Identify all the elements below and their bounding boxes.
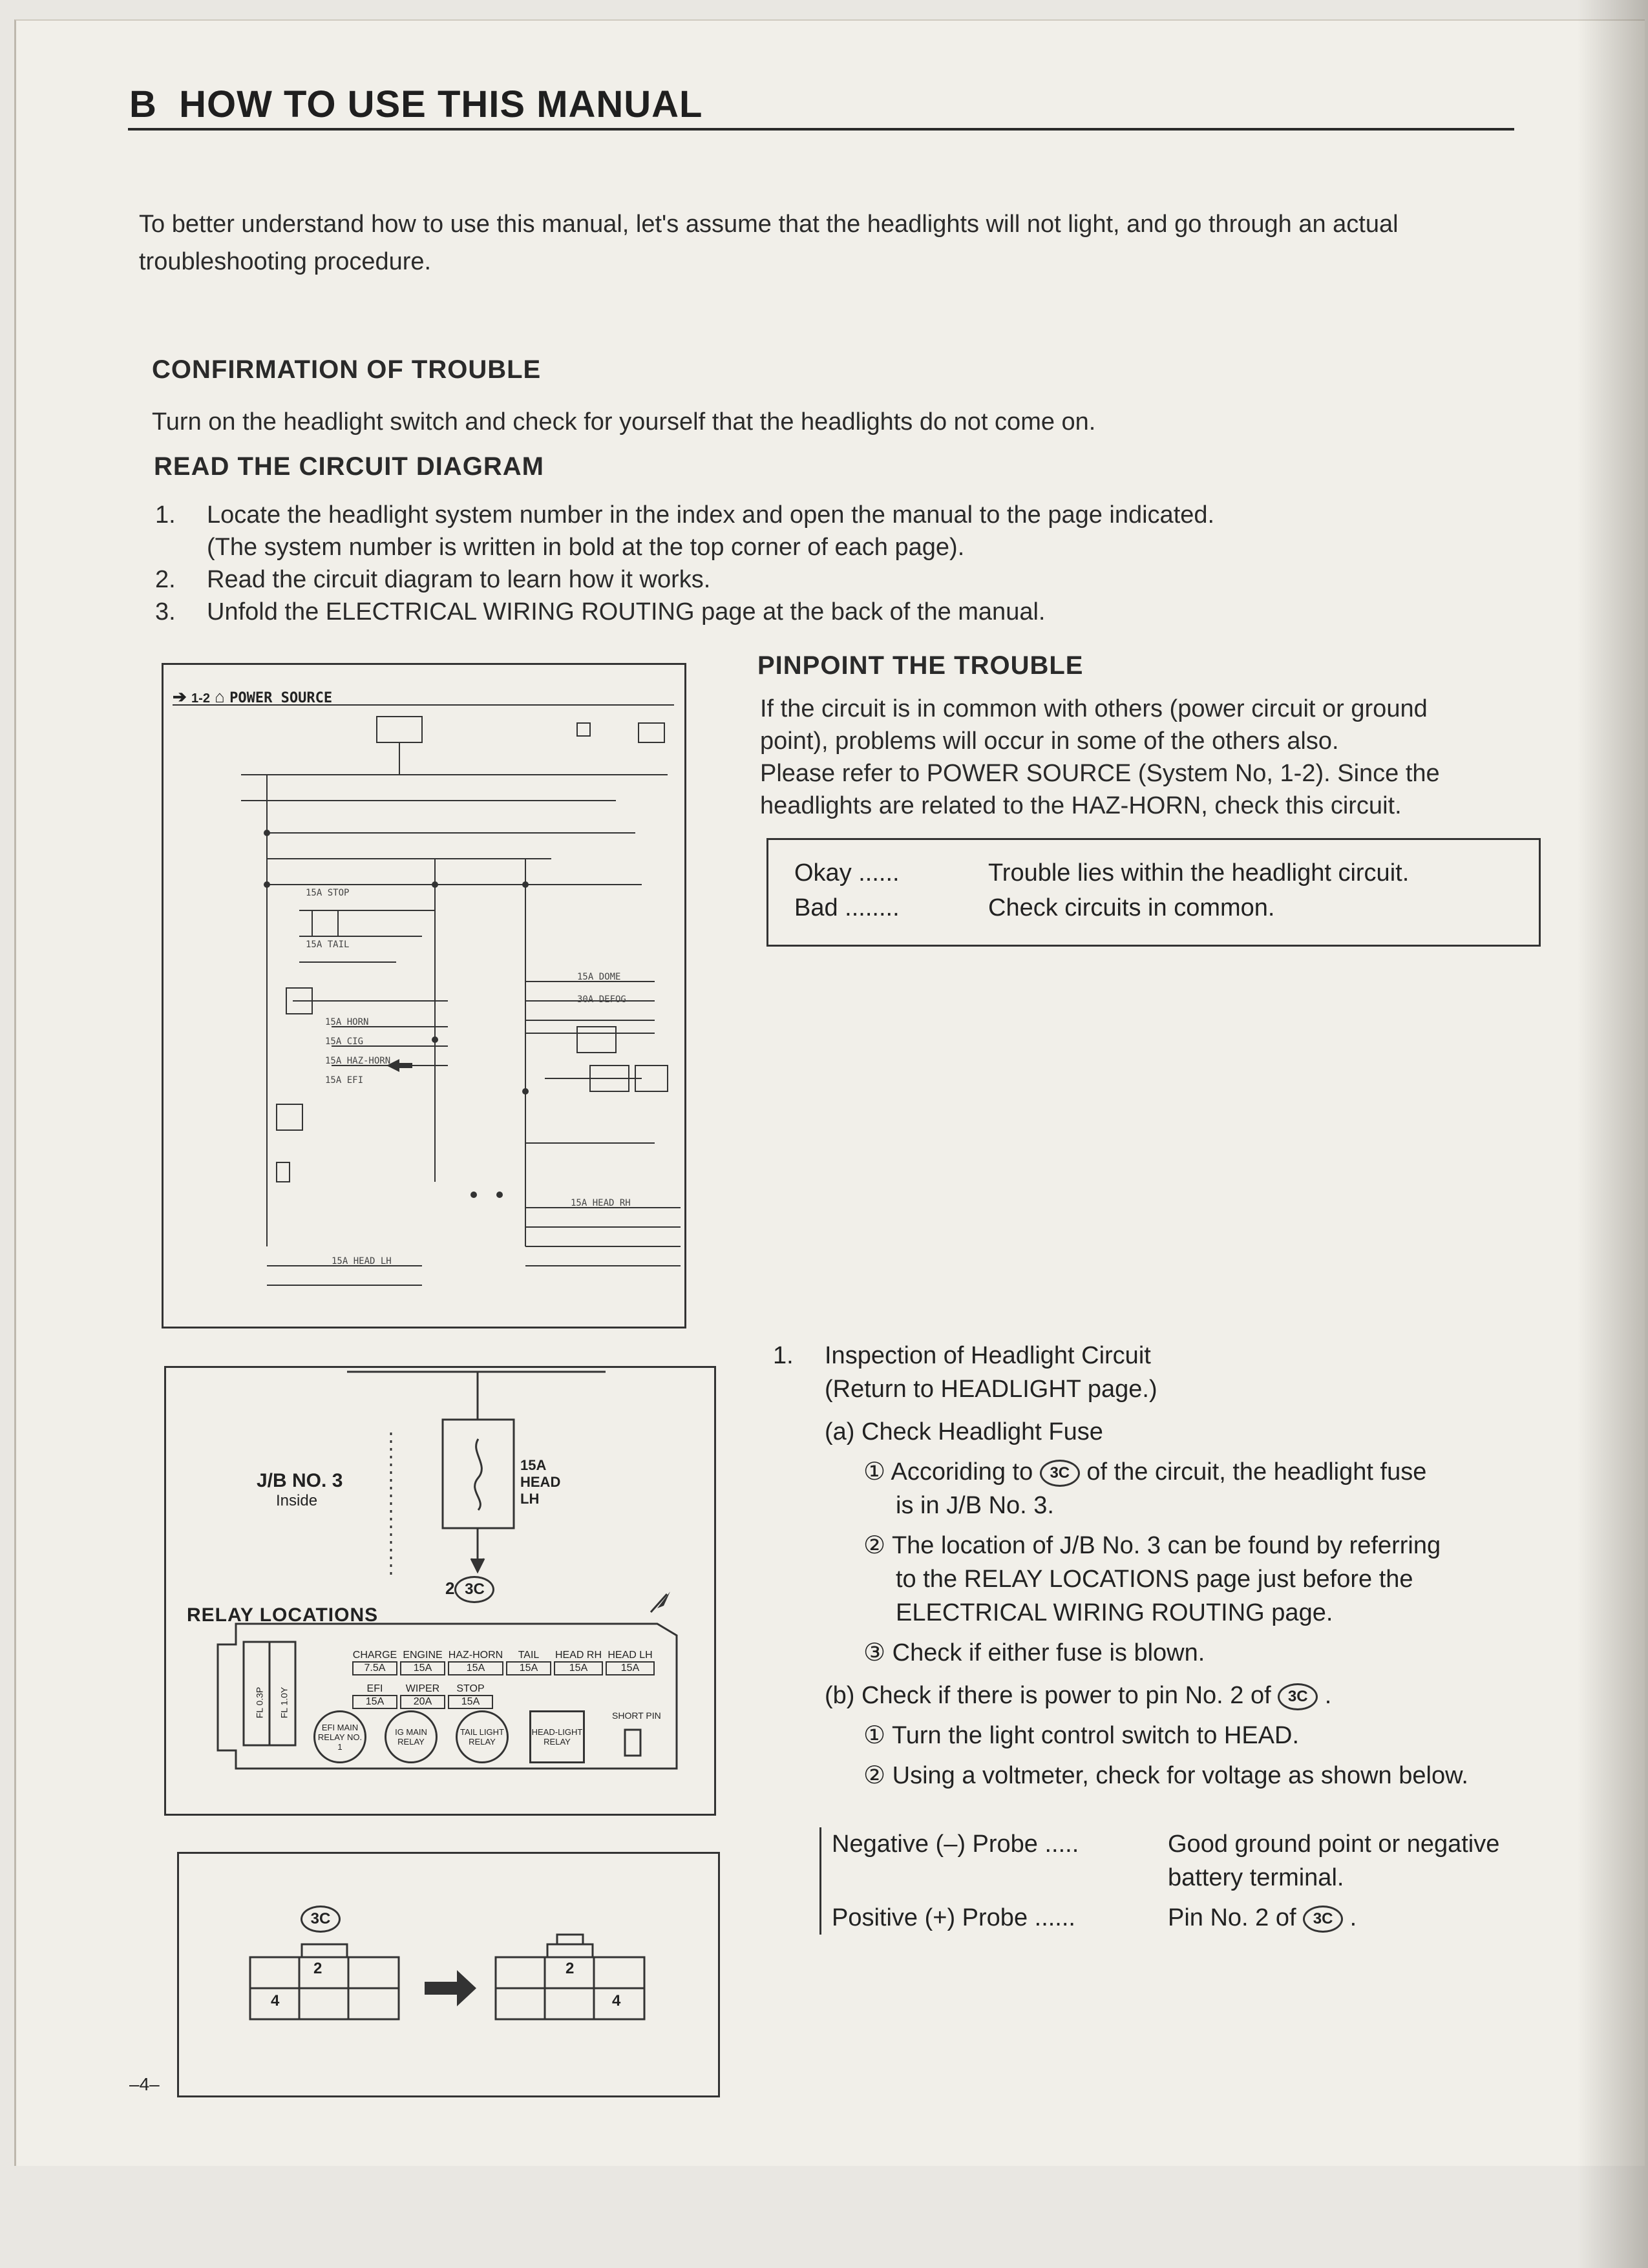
fuse-amp: 15A bbox=[506, 1661, 551, 1675]
system-number: 1-2 bbox=[191, 691, 210, 706]
connector-3c-icon: 3C bbox=[301, 1906, 341, 1933]
pinpoint-line: point), problems will occur in some of the others also. bbox=[760, 728, 1339, 755]
connector-3c-icon: 3C bbox=[1278, 1683, 1318, 1710]
circled-number: ② bbox=[863, 1762, 886, 1789]
result-bad bbox=[794, 889, 1274, 927]
circled-number: ① bbox=[863, 1722, 886, 1749]
pin-number: 2 bbox=[445, 1578, 455, 1598]
system-title: POWER SOURCE bbox=[229, 690, 333, 706]
short-pin-label: SHORT PIN bbox=[612, 1710, 661, 1721]
item-text: Turn the light control switch to HEAD. bbox=[891, 1722, 1300, 1749]
read-circuit-steps bbox=[155, 499, 1512, 628]
intro-paragraph: To better understand how to use this manual, let's assume that the headlights will not light, and go through an actual troubleshooting procedure. bbox=[139, 211, 1399, 275]
fuse-amp: 7.5A bbox=[352, 1661, 397, 1675]
probe-value-line: battery terminal. bbox=[1168, 1864, 1344, 1891]
step-1: 1. Locate the headlight system number in the index and open the manual to the page indicated. bbox=[155, 501, 1215, 529]
connector-schematic bbox=[179, 1854, 718, 2095]
probe-value bbox=[1168, 1827, 1499, 1895]
arrow-icon: ➔ bbox=[173, 687, 187, 706]
item-text: Check if either fuse is blown. bbox=[892, 1639, 1205, 1666]
fuse-name: STOP bbox=[456, 1683, 485, 1694]
fuse-cell bbox=[554, 1650, 603, 1675]
efi-main-relay: EFI MAIN RELAY NO. 1 bbox=[313, 1710, 366, 1763]
fuse-name: HEAD RH bbox=[555, 1650, 602, 1661]
headlight-fuse-label: 15A HEAD LH bbox=[520, 1457, 561, 1507]
a-item-3 bbox=[773, 1636, 1587, 1670]
pinpoint-line: If the circuit is in common with others (power circuit or ground bbox=[760, 695, 1428, 722]
pin-label: 2 bbox=[313, 1960, 322, 1977]
fuse-amp: 15A bbox=[352, 1695, 397, 1709]
fuse-label: 15A HEAD RH bbox=[571, 1198, 631, 1208]
ig-main-relay: IG MAIN RELAY bbox=[385, 1710, 438, 1763]
fuse-label: 15A TAIL bbox=[306, 940, 350, 950]
fuse-amp: 15A bbox=[606, 1661, 655, 1675]
item-text: Using a voltmeter, check for voltage as shown below. bbox=[892, 1762, 1468, 1789]
substep-label: (a) bbox=[825, 1418, 855, 1445]
probe-label: Negative (–) Probe ..... bbox=[832, 1831, 1079, 1858]
read-circuit-heading: READ THE CIRCUIT DIAGRAM bbox=[154, 452, 544, 481]
probe-negative bbox=[832, 1827, 1594, 1895]
item-text: to the RELAY LOCATIONS page just before the bbox=[896, 1566, 1413, 1593]
fuse-cell bbox=[352, 1683, 397, 1709]
substep-b: (b) Check if there is power to pin No. 2 of 3C . bbox=[825, 1682, 1332, 1709]
fuse-label: 15A HAZ-HORN bbox=[325, 1056, 391, 1066]
fuse-amp: 15A bbox=[448, 1661, 503, 1675]
power-source-icon: ⌂ bbox=[215, 687, 225, 706]
fuse-label: 15A EFI bbox=[325, 1075, 364, 1086]
fuse-cell bbox=[400, 1650, 445, 1675]
b-item-2 bbox=[773, 1759, 1587, 1792]
probe-table bbox=[819, 1827, 1594, 1935]
confirmation-text: Turn on the headlight switch and check for yourself that the headlights do not come on. bbox=[152, 408, 1096, 436]
connector-3c-icon: 3C bbox=[454, 1576, 494, 1603]
pinpoint-text bbox=[760, 693, 1548, 822]
junction-block-diagram bbox=[164, 1366, 716, 1816]
page-number: –4– bbox=[129, 2074, 160, 2094]
fuse-cell bbox=[448, 1650, 503, 1675]
fusible-link-label: FL 1.0Y bbox=[279, 1686, 290, 1719]
item-text: ELECTRICAL WIRING ROUTING page. bbox=[896, 1599, 1333, 1626]
probe-label: Positive (+) Probe ...... bbox=[832, 1904, 1075, 1931]
fuse-label: 15A CIG bbox=[325, 1036, 364, 1047]
fuse-amp: 15A bbox=[448, 1695, 493, 1709]
a-item-1 bbox=[773, 1455, 1587, 1522]
inspection-subtitle: (Return to HEADLIGHT page.) bbox=[825, 1376, 1157, 1403]
section-letter: B bbox=[129, 83, 157, 125]
result-box bbox=[766, 838, 1541, 947]
probe-positive bbox=[832, 1901, 1594, 1935]
fuse-amp: 20A bbox=[400, 1695, 445, 1709]
fuse-name: WIPER bbox=[405, 1683, 440, 1694]
pin-label: 4 bbox=[612, 1992, 621, 2010]
fuse-cell bbox=[606, 1650, 655, 1675]
confirmation-heading: CONFIRMATION OF TROUBLE bbox=[152, 355, 542, 384]
result-text: Check circuits in common. bbox=[988, 894, 1275, 921]
pin-label: 4 bbox=[271, 1992, 280, 2010]
fuse-cell bbox=[352, 1650, 397, 1675]
result-label: Okay ...... bbox=[794, 859, 900, 887]
fuse-label: 15A HEAD LH bbox=[332, 1256, 392, 1266]
probe-value-line: Pin No. 2 of bbox=[1168, 1904, 1296, 1931]
fuse-name: ENGINE bbox=[403, 1650, 443, 1661]
fuse-amp: 15A bbox=[554, 1661, 603, 1675]
fuse-name: CHARGE bbox=[352, 1650, 397, 1661]
step-number: 1. bbox=[773, 1342, 794, 1369]
jb-label bbox=[257, 1470, 343, 1510]
inspection-title-text: Inspection of Headlight Circuit bbox=[825, 1342, 1151, 1369]
substep-text: Check Headlight Fuse bbox=[861, 1418, 1103, 1445]
substep-text: Check if there is power to pin No. 2 of bbox=[861, 1682, 1271, 1709]
connector-diagram bbox=[177, 1852, 720, 2097]
fuse-cell bbox=[448, 1683, 493, 1709]
item-text: Accoriding to bbox=[891, 1458, 1033, 1486]
step-2: 2. Read the circuit diagram to learn how it works. bbox=[155, 566, 711, 593]
pinpoint-line: Please refer to POWER SOURCE (System No, 1-2). Since the bbox=[760, 760, 1440, 787]
fuse-cell bbox=[400, 1683, 445, 1709]
connector-3c-icon: 3C bbox=[1303, 1906, 1343, 1933]
junction-block-schematic bbox=[166, 1368, 714, 1814]
title-rule bbox=[128, 128, 1514, 131]
fuse-label: 15A STOP bbox=[306, 888, 350, 898]
jb-number: J/B NO. 3 bbox=[257, 1470, 343, 1491]
relay-locations-title: RELAY LOCATIONS bbox=[187, 1604, 379, 1626]
result-label: Bad ........ bbox=[794, 894, 900, 921]
probe-value-line: Good ground point or negative bbox=[1168, 1831, 1500, 1858]
circled-number: ① bbox=[863, 1458, 886, 1486]
b-item-1 bbox=[773, 1719, 1587, 1752]
step-3: 3. Unfold the ELECTRICAL WIRING ROUTING page at the back of the manual. bbox=[155, 598, 1046, 625]
fusible-link-label: FL 0.3P bbox=[254, 1686, 265, 1719]
result-text: Trouble lies within the headlight circuit. bbox=[988, 859, 1410, 887]
probe-value: Pin No. 2 of 3C . bbox=[1168, 1904, 1357, 1931]
fuse-row-bottom bbox=[352, 1683, 493, 1709]
item-text: of the circuit, the headlight fuse bbox=[1086, 1458, 1427, 1486]
step-1-note: (The system number is written in bold at the top corner of each page). bbox=[207, 534, 965, 561]
fuse-name: HAZ-HORN bbox=[448, 1650, 503, 1661]
title-text: HOW TO USE THIS MANUAL bbox=[179, 83, 703, 125]
connector-3c-icon: 3C bbox=[1040, 1460, 1080, 1487]
pinpoint-line: headlights are related to the HAZ-HORN, check this circuit. bbox=[760, 792, 1402, 819]
jb-inside: Inside bbox=[276, 1492, 318, 1509]
fuse-row-top bbox=[352, 1650, 655, 1675]
inspection-section bbox=[773, 1339, 1587, 1792]
pin-label: 2 bbox=[565, 1960, 575, 1977]
circled-number: ③ bbox=[863, 1639, 886, 1666]
circled-number: ② bbox=[863, 1532, 886, 1559]
a-item-2 bbox=[773, 1529, 1587, 1630]
arrow-right-icon bbox=[425, 1970, 476, 2006]
tail-light-relay: TAIL LIGHT RELAY bbox=[456, 1710, 509, 1763]
pinpoint-heading: PINPOINT THE TROUBLE bbox=[757, 651, 1084, 680]
inspection-title bbox=[773, 1339, 1587, 1372]
fuse-label: 30A DEFOG bbox=[577, 994, 626, 1005]
page-title bbox=[129, 83, 703, 126]
substep-label: (b) bbox=[825, 1682, 855, 1709]
connector-callout bbox=[445, 1576, 494, 1603]
fuse-cell bbox=[506, 1650, 551, 1675]
fuse-name: HEAD LH bbox=[607, 1650, 653, 1661]
power-source-diagram bbox=[162, 663, 686, 1328]
substep-a bbox=[773, 1415, 1587, 1449]
fuse-label: 15A DOME bbox=[577, 972, 621, 982]
fuse-amp: 15A bbox=[400, 1661, 445, 1675]
fuse-name: TAIL bbox=[518, 1650, 540, 1661]
item-text: The location of J/B No. 3 can be found by referring bbox=[891, 1532, 1441, 1559]
headlight-relay: HEAD-LIGHT RELAY bbox=[529, 1710, 585, 1763]
item-text: is in J/B No. 3. bbox=[896, 1492, 1054, 1519]
fuse-label: 15A HORN bbox=[325, 1017, 369, 1027]
fuse-name: EFI bbox=[366, 1683, 383, 1694]
result-okay bbox=[794, 854, 1409, 892]
